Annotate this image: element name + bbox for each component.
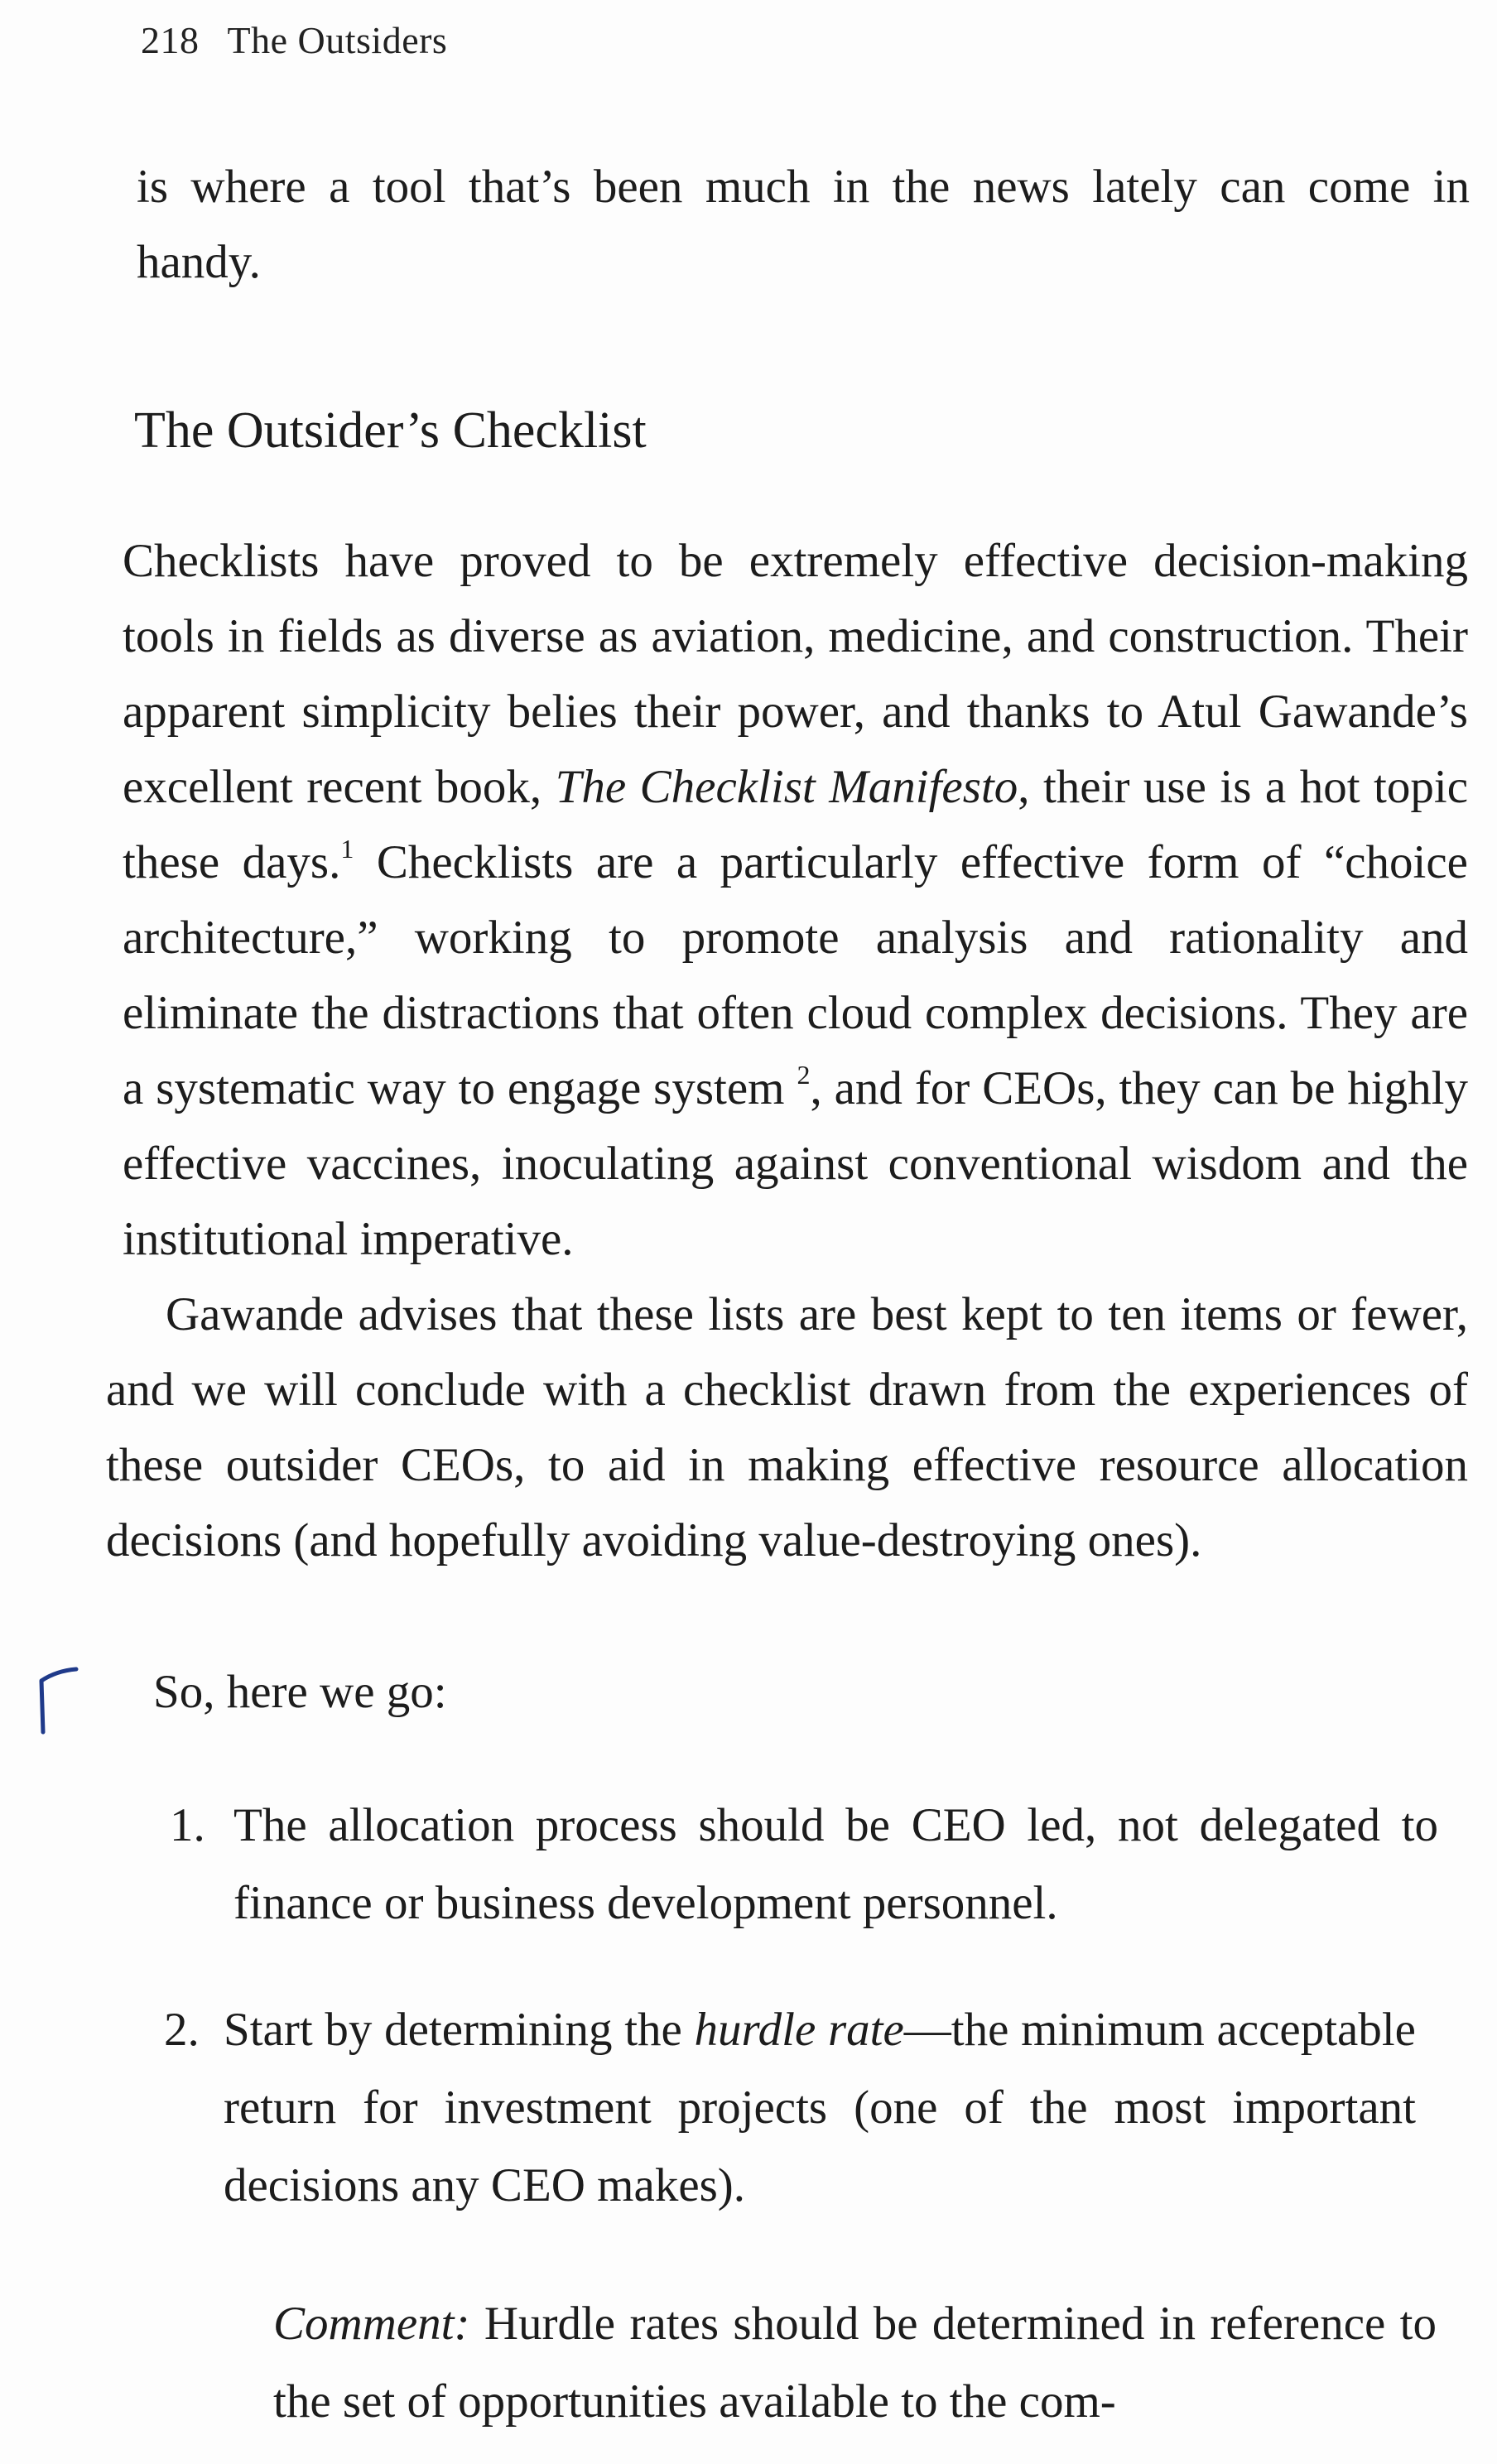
page-number: 218 [141, 19, 200, 61]
intro-line-2: handy. [137, 236, 261, 288]
section-heading: The Outsider’s Checklist [134, 402, 647, 459]
running-header [141, 18, 447, 62]
hurdle-rate-term: hurdle rate [694, 2004, 904, 2056]
p1-part4: , and for CEOs, they can be highly effective vaccines, inoculating against conventional wisdom and the institutional imperative. [123, 1062, 1468, 1265]
comment-text: Hurdle rates should be determined in reference to the set of opportunities available to the com- [273, 2298, 1437, 2428]
checklist-text [224, 1991, 1416, 2225]
p1-part3: Checklists are a particularly effective form of “choice architecture,” working to promote analysis and rationality and eliminate the distractions that often cloud complex decisions. They are a systematic way to engage system [123, 836, 1468, 1114]
intro-paragraph [137, 149, 1470, 300]
p1-part1: Checklists have proved to be extremely effective decision-making tools in fields as diverse as aviation, medicine, and construction. Their apparent simplicity belies their power, and thanks to Atul Gawande’s excellent recent book, [123, 535, 1468, 813]
paragraph-here-we-go: So, here we go: [153, 1666, 447, 1718]
checklist-number: 1. [170, 1799, 205, 1851]
p1-part2: , their use is a hot topic these days. [123, 761, 1468, 888]
comment-paragraph [273, 2285, 1437, 2441]
paragraph-gawande: Gawande advises that these lists are best kept to ten items or fewer, and we will conclude with a checklist drawn from the experiences of these outsider CEOs, to aid in making effective resource allocation decisions (and hopefully avoiding value-destroying ones). [106, 1288, 1468, 1566]
handwritten-bracket-mark [31, 1664, 81, 1739]
book-title: The Checklist Manifesto [555, 761, 1018, 813]
comment-label: Comment: [273, 2298, 470, 2350]
checklist-text: The allocation process should be CEO led, not delegated to finance or business development personnel. [233, 1799, 1438, 1929]
paragraph-checklists [123, 523, 1468, 1277]
intro-line-1: is where a tool that’s been much in the news lately can come in [137, 161, 1470, 213]
system-ref: 2 [797, 1060, 811, 1090]
item2-after: —the minimum acceptable return for investment projects (one of the most important decisions any CEO makes). [224, 2004, 1416, 2211]
running-title: The Outsiders [227, 19, 448, 61]
footnote-ref: 1 [340, 834, 354, 864]
item2-before: Start by determining the [224, 2004, 695, 2056]
checklist-number: 2. [164, 2004, 200, 2056]
